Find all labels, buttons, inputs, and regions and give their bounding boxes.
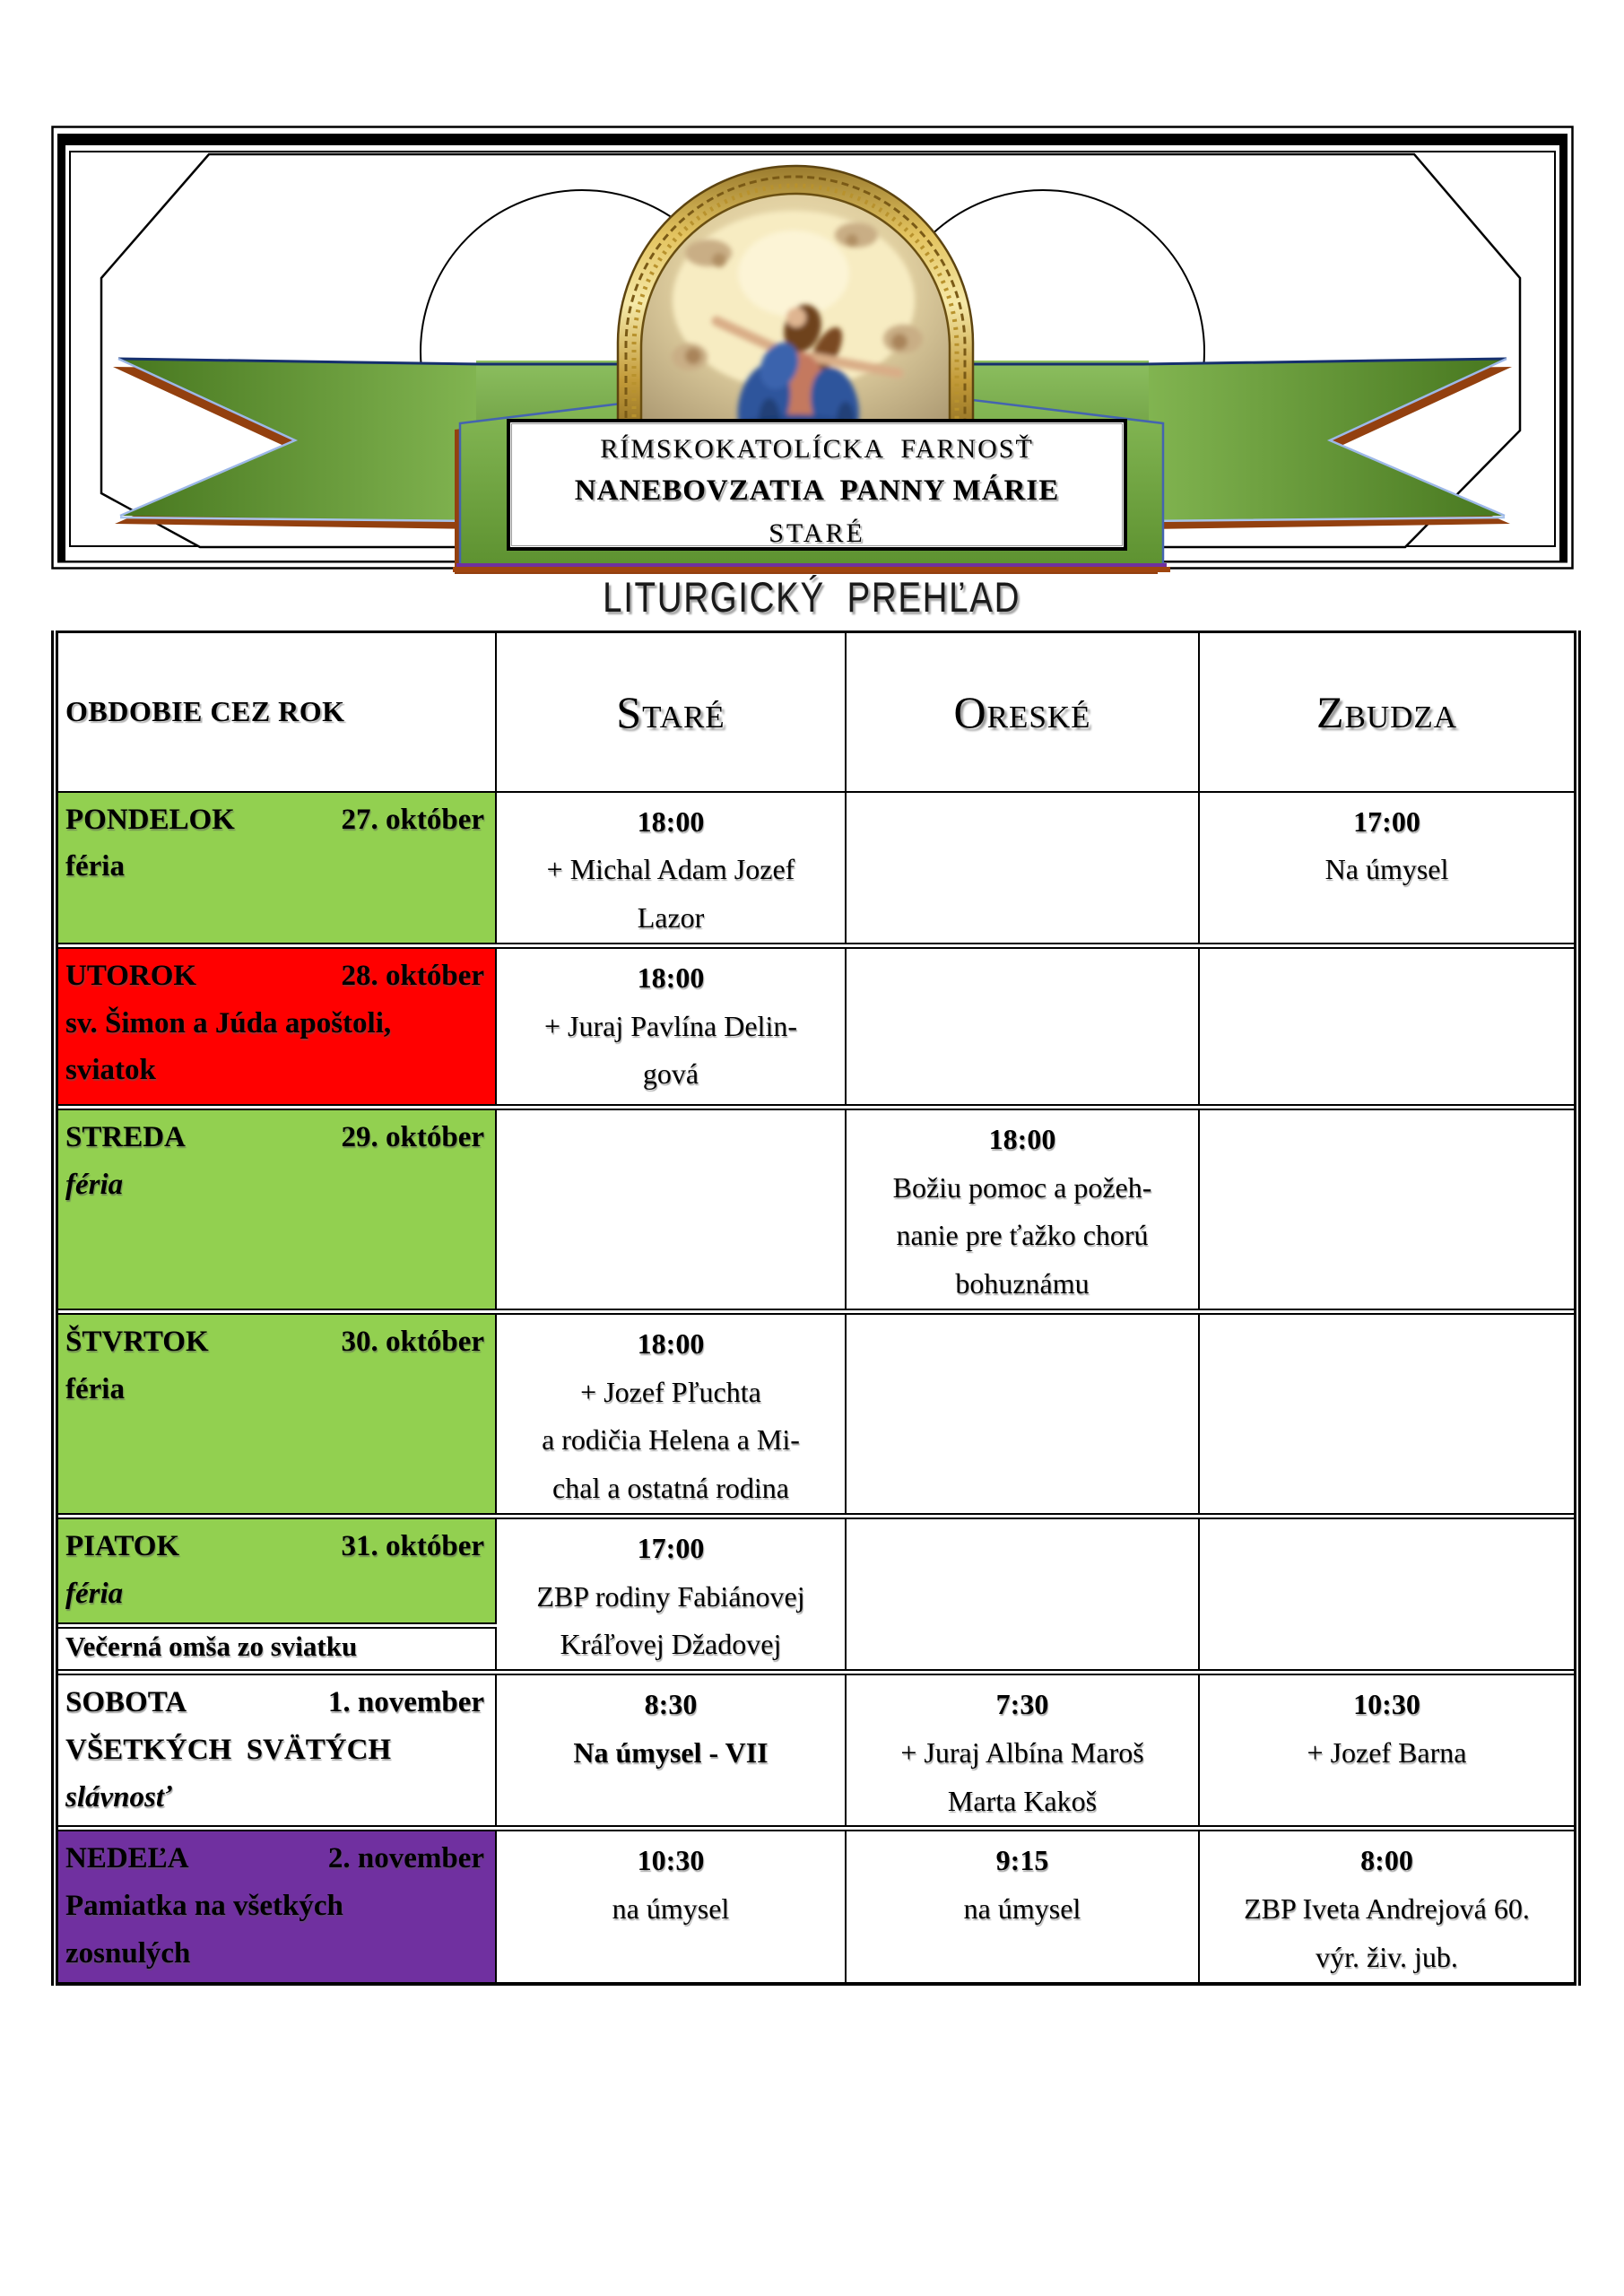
table-header-row (55, 632, 1577, 792)
feast-text: féria (65, 1577, 124, 1610)
mass-cell-stare (496, 1107, 846, 1311)
mass-time: 10:30 (1353, 1688, 1420, 1720)
mass-intention: na úmysel (612, 1892, 730, 1925)
header-zbudza: Zbudza (1199, 632, 1577, 792)
mass-time: 10:30 (637, 1844, 705, 1877)
mass-intention: Marta Kakoš (947, 1784, 1098, 1817)
day-date: 1. november (327, 1686, 484, 1718)
mass-cell-zbudza (1199, 1107, 1577, 1311)
mass-intention: Kráľovej Džadovej (560, 1628, 782, 1661)
mass-intention: a rodičia Helena a Mi- (542, 1423, 800, 1457)
row-thursday (55, 1311, 1577, 1516)
day-name: NEDEĽA (65, 1842, 189, 1875)
parish-place-text: STARÉ (769, 518, 865, 548)
mass-cell-stare (496, 1673, 846, 1829)
parish-type-text: RÍMSKOKATOLÍCKA FARNOSŤ (600, 434, 1034, 464)
mass-time: 17:00 (1353, 804, 1420, 838)
mass-cell-oreske (846, 1516, 1199, 1672)
row-saturday (55, 1673, 1577, 1829)
mass-intention: nanie pre ťažko chorú (896, 1219, 1149, 1252)
day-date: 30. október (341, 1325, 484, 1358)
feast-text: féria (65, 1372, 125, 1405)
day-date: 31. október (341, 1529, 484, 1562)
feast-text: féria (65, 850, 125, 883)
parish-banner (51, 126, 1574, 574)
mass-cell-zbudza (1199, 1673, 1577, 1829)
day-cell (55, 1829, 496, 1984)
feast-text: féria (65, 1168, 124, 1201)
parish-name-plaque (507, 419, 1127, 551)
mass-time: 18:00 (637, 1326, 705, 1360)
mass-cell-stare (496, 1311, 846, 1516)
mass-time: 18:00 (637, 804, 705, 838)
parish-name-text: NANEBOVZATIA PANNY MÁRIE (574, 474, 1060, 507)
evening-mass-note: Večerná omša zo sviatku (65, 1630, 358, 1662)
row-monday (55, 792, 1577, 946)
row-wednesday (55, 1107, 1577, 1311)
day-cell (55, 1311, 496, 1516)
row-friday (55, 1516, 1577, 1625)
feast-text: Pamiatka na všetkých (65, 1890, 343, 1923)
mass-intention: výr. živ. jub. (1316, 1940, 1458, 1973)
mass-intention: Na úmysel (1324, 853, 1449, 886)
mass-intention: + Jozef Barna (1307, 1735, 1467, 1769)
day-name: STREDA (65, 1120, 186, 1153)
mass-cell-stare (496, 945, 846, 1107)
mass-cell-zbudza (1199, 792, 1577, 946)
mass-cell-stare (496, 792, 846, 946)
day-name: ŠTVRTOK (65, 1325, 209, 1358)
day-date: 29. október (341, 1120, 484, 1153)
day-cell (55, 792, 496, 946)
mass-cell-stare (496, 1829, 846, 1984)
day-cell (55, 945, 496, 1107)
header-oreske: Oreské (846, 632, 1199, 792)
mass-cell-stare (496, 1516, 846, 1672)
mass-cell-zbudza (1199, 1829, 1577, 1984)
mass-time: 8:30 (644, 1688, 698, 1720)
mass-cell-zbudza (1199, 1516, 1577, 1672)
day-cell (55, 1673, 496, 1829)
header-period: OBDOBIE CEZ ROK (65, 695, 345, 728)
mass-intention: Božiu pomoc a požeh- (892, 1170, 1152, 1204)
mass-intention: ZBP Iveta Andrejová 60. (1244, 1892, 1530, 1925)
mass-time: 8:00 (1360, 1844, 1413, 1877)
day-name: PONDELOK (65, 803, 235, 836)
day-name: PIATOK (65, 1529, 180, 1562)
mass-cell-oreske (846, 792, 1199, 946)
feast-text: zosnulých (65, 1936, 191, 1970)
mass-intention: gová (642, 1057, 699, 1091)
mass-intention: + Michal Adam Jozef (546, 853, 795, 886)
mass-time: 7:30 (995, 1688, 1049, 1720)
day-date: 28. október (341, 959, 484, 992)
header-stare: Staré (496, 632, 846, 792)
row-tuesday (55, 945, 1577, 1107)
feast-text: sviatok (65, 1054, 156, 1087)
day-cell (55, 1516, 496, 1625)
mass-intention: ZBP rodiny Fabiánovej (536, 1579, 805, 1613)
mass-intention: na úmysel (963, 1892, 1081, 1925)
feast-text: slávnosť (65, 1780, 172, 1813)
mass-intention: Lazor (637, 901, 705, 934)
mass-cell-oreske (846, 1829, 1199, 1984)
day-name: UTOROK (65, 959, 197, 992)
day-date: 27. október (341, 803, 484, 836)
mass-cell-oreske (846, 1107, 1199, 1311)
mass-time: 9:15 (995, 1844, 1049, 1877)
mass-time: 18:00 (988, 1122, 1056, 1155)
mass-cell-oreske (846, 1673, 1199, 1829)
mass-intention: + Juraj Albína Maroš (900, 1735, 1144, 1769)
feast-text: VŠETKÝCH SVÄTÝCH (65, 1733, 392, 1766)
mass-intention: chal a ostatná rodina (552, 1472, 789, 1504)
mass-intention: + Jozef Pľuchta (580, 1375, 761, 1408)
mass-intention: Na úmysel - VII (573, 1735, 769, 1769)
liturgical-schedule-table (51, 631, 1581, 1986)
row-sunday (55, 1829, 1577, 1984)
day-cell (55, 1107, 496, 1311)
page-title: LITURGICKÝ PREHĽAD (603, 573, 1021, 621)
feast-text: sv. Šimon a Júda apoštoli, (65, 1006, 392, 1039)
day-date: 2. november (327, 1842, 484, 1875)
day-name: SOBOTA (65, 1686, 187, 1718)
mass-cell-oreske (846, 945, 1199, 1107)
mass-time: 18:00 (637, 961, 705, 994)
mass-cell-zbudza (1199, 945, 1577, 1107)
mass-cell-zbudza (1199, 1311, 1577, 1516)
mass-time: 17:00 (637, 1531, 705, 1564)
mass-cell-oreske (846, 1311, 1199, 1516)
mass-intention: + Juraj Pavlína Delin- (544, 1009, 797, 1042)
mass-intention: bohuznámu (955, 1267, 1090, 1300)
